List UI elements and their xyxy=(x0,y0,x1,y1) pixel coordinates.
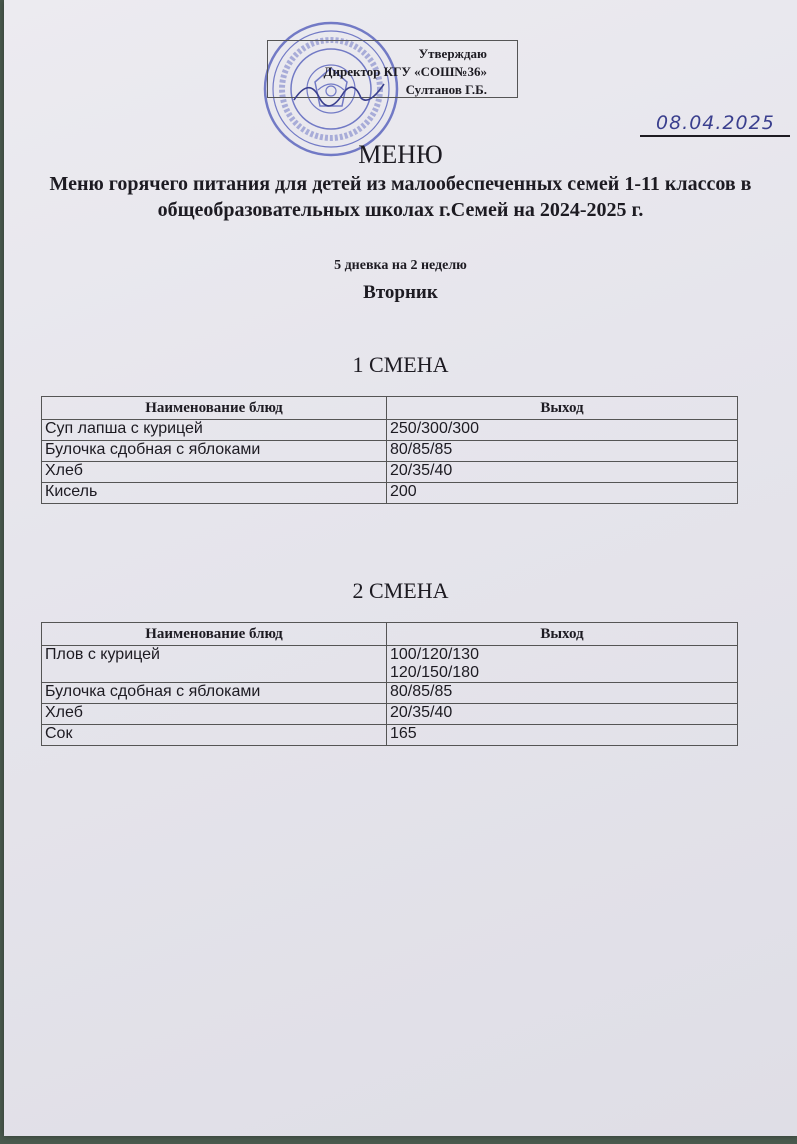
approval-name: Султанов Г.Б. xyxy=(405,82,487,97)
table-row xyxy=(42,420,738,441)
date-underline xyxy=(640,135,790,137)
dish-name: Кисель xyxy=(42,483,387,504)
shift-2-table xyxy=(41,622,738,746)
dish-output: 20/35/40 xyxy=(387,462,738,483)
schedule-label: 5 дневка на 2 неделю xyxy=(334,258,467,273)
day-label: Вторник xyxy=(363,282,438,303)
dish-output: 20/35/40 xyxy=(387,704,738,725)
shift-1-title: 1 СМЕНА xyxy=(352,352,449,377)
shift-2-title: 2 СМЕНА xyxy=(352,578,449,603)
table-header-row xyxy=(42,397,738,420)
approval-title: Утверждаю xyxy=(418,46,487,61)
dish-name: Булочка сдобная с яблоками xyxy=(42,441,387,462)
table-header-row xyxy=(42,623,738,646)
dish-output: 250/300/300 xyxy=(387,420,738,441)
table-row xyxy=(42,704,738,725)
page-title: МЕНЮ xyxy=(358,140,443,169)
dish-output xyxy=(387,646,738,683)
column-header-output: Выход xyxy=(387,623,738,646)
dish-output: 165 xyxy=(387,725,738,746)
dish-output: 80/85/85 xyxy=(387,683,738,704)
dish-output-line: 100/120/130 xyxy=(390,646,479,663)
table-row xyxy=(42,725,738,746)
dish-name: Хлеб xyxy=(42,704,387,725)
dish-output: 200 xyxy=(387,483,738,504)
dish-name: Сок xyxy=(42,725,387,746)
dish-name: Суп лапша с курицей xyxy=(42,420,387,441)
dish-name: Плов с курицей xyxy=(42,646,387,683)
table-row xyxy=(42,646,738,683)
shift-1-table xyxy=(41,396,738,504)
dish-name: Булочка сдобная с яблоками xyxy=(42,683,387,704)
approval-position: Директор КГУ «СОШ№36» xyxy=(323,64,487,79)
signature-icon xyxy=(289,72,399,112)
column-header-dish: Наименование блюд xyxy=(42,397,387,420)
dish-output-line: 120/150/180 xyxy=(390,664,479,681)
dish-name: Хлеб xyxy=(42,462,387,483)
table-row xyxy=(42,483,738,504)
table-row xyxy=(42,462,738,483)
column-header-output: Выход xyxy=(387,397,738,420)
page-subtitle: Меню горячего питания для детей из малообеспеченных семей 1-11 классов в общеобразовательных школах г.Семей на 2024-2025 г. xyxy=(49,173,752,221)
handwritten-date: 08.04.2025 xyxy=(656,112,775,134)
table-row xyxy=(42,441,738,462)
dish-output: 80/85/85 xyxy=(387,441,738,462)
column-header-dish: Наименование блюд xyxy=(42,623,387,646)
document-page xyxy=(4,0,797,1136)
table-row xyxy=(42,683,738,704)
